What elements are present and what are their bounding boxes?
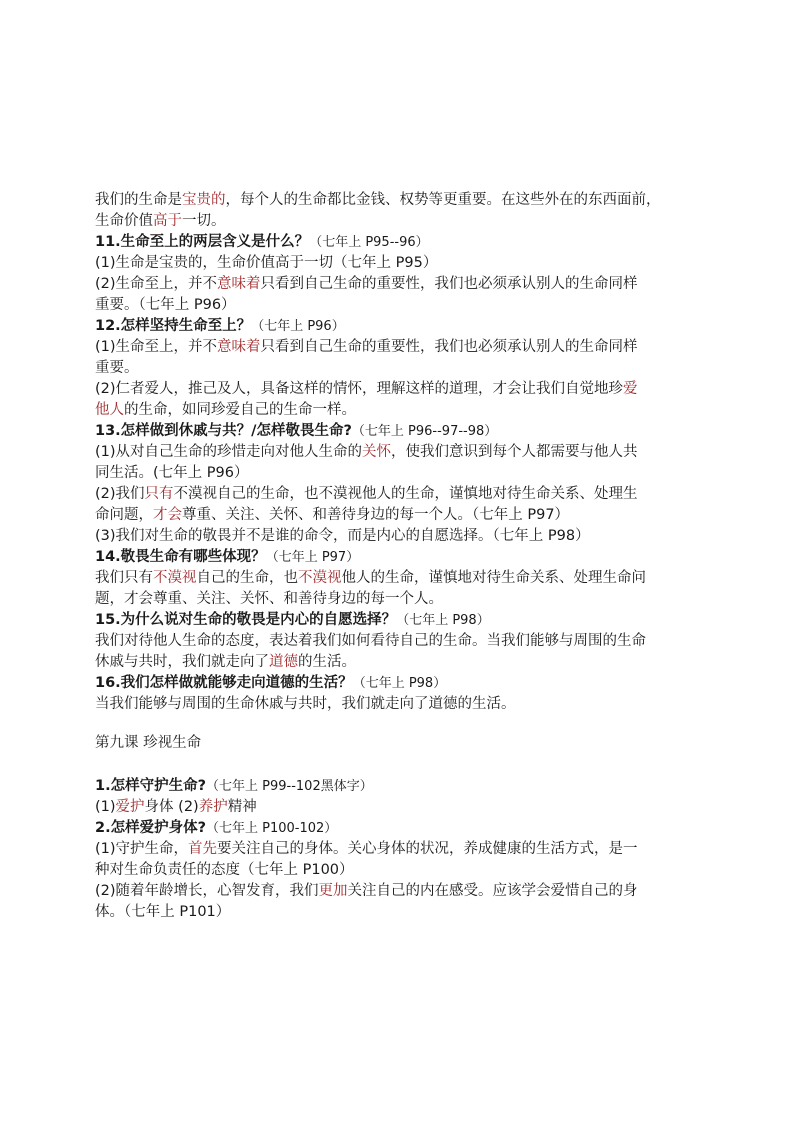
page-reference: （七年上 P98） <box>396 613 490 628</box>
text-run: (2)生命至上，并不 <box>95 276 218 292</box>
text-run: 我们的生命是 <box>95 192 182 208</box>
text-run: 13.怎样做到休戚与共？/怎样敬畏生命? <box>95 423 352 439</box>
text-run: 自己的生命，也 <box>196 570 298 586</box>
text-line <box>95 442 725 463</box>
page-reference: （七年上 P96--97--98） <box>351 424 498 439</box>
highlight-text: 道德 <box>269 654 298 670</box>
text-line <box>95 839 725 860</box>
paragraph <box>95 694 725 715</box>
text-run: 身体 (2) <box>144 799 199 815</box>
highlight-text: 才会 <box>153 507 182 523</box>
text-run: 当我们能够与周围的生命休戚与共时，我们就走向了道德的生活。 <box>95 696 516 712</box>
paragraph <box>95 337 725 379</box>
highlight-text: 宝贵的 <box>182 192 226 208</box>
text-line <box>95 505 725 526</box>
text-run: 重要。（七年上 P96） <box>95 297 236 313</box>
text-line <box>95 295 725 316</box>
highlight-text: 爱 <box>623 381 638 397</box>
page-reference: （七年上 P99--102黑体字） <box>206 779 373 794</box>
text-run: 11.生命至上的两层含义是什么？ <box>95 234 310 250</box>
text-run: (2)仁者爱人，推己及人，具备这样的情怀，理解这样的道理，才会让我们自觉地珍 <box>95 381 624 397</box>
text-run: 尊重、关注、关怀、和善待身边的每一个人。（七年上 P97） <box>182 507 570 523</box>
text-run: 的生命，如同珍爱自己的生命一样。 <box>124 402 356 418</box>
text-run: 要关注自己的身体。关心身体的状况，养成健康的生活方式，是一 <box>217 841 638 857</box>
text-run: 关注自己的内在感受。应该学会爱惜自己的身 <box>347 883 638 899</box>
text-line <box>95 568 725 589</box>
text-run: ，每个人的生命都比金钱、权势等更重要。在这些外在的东西面前， <box>225 192 661 208</box>
question-heading <box>95 232 725 253</box>
text-line <box>95 526 725 547</box>
text-run: 同生活。(七年上 P96） <box>95 465 249 481</box>
text-run: (1)生命是宝贵的，生命价值高于一切（七年上 P95） <box>95 255 438 271</box>
highlight-text: 只有 <box>144 486 174 502</box>
highlight-text: 更加 <box>318 883 348 899</box>
paragraph <box>95 442 725 484</box>
text-line <box>95 818 725 839</box>
text-run: 一切。 <box>182 213 226 229</box>
page-reference: （七年上 P97） <box>265 550 360 565</box>
text-run: 题，才会尊重、关注、关怀、和善待身边的每一个人。 <box>95 591 443 607</box>
question-heading <box>95 316 725 337</box>
question-heading <box>95 421 725 442</box>
text-run: 2.怎样爱护身体? <box>95 820 207 836</box>
text-run: 他人的生命，谨慎地对待生命关系、处理生命问 <box>341 570 646 586</box>
text-line <box>95 881 725 902</box>
text-line <box>95 337 725 358</box>
text-run: 休戚与共时，我们就走向了 <box>95 654 269 670</box>
spacer <box>95 715 725 733</box>
text-run: 的生活。 <box>298 654 356 670</box>
highlight-text: 首先 <box>188 841 218 857</box>
highlight-text: 意味着 <box>217 339 261 355</box>
question-heading <box>95 818 725 839</box>
text-run: (1)守护生命， <box>95 841 189 857</box>
text-run: 15.为什么说对生命的敬畏是内心的自愿选择？ <box>95 612 397 628</box>
text-run: (3)我们对生命的敬畏并不是谁的命令，而是内心的自愿选择。（七年上 P98） <box>95 528 590 544</box>
text-line <box>95 379 725 400</box>
chapter-title <box>95 733 725 754</box>
paragraph <box>95 526 725 547</box>
paragraph <box>95 274 725 316</box>
question-heading <box>95 776 725 797</box>
text-line <box>95 421 725 442</box>
text-run: (2)我们 <box>95 486 145 502</box>
text-run: 命问题， <box>95 507 153 523</box>
highlight-text: 意味着 <box>217 276 261 292</box>
text-line <box>95 274 725 295</box>
highlight-text: 他人 <box>95 402 124 418</box>
highlight-text: 关怀 <box>362 444 392 460</box>
text-run: 16.我们怎样做就能够走向道德的生活？ <box>95 675 353 691</box>
text-line <box>95 253 725 274</box>
text-line <box>95 673 725 694</box>
highlight-text: 养护 <box>198 799 228 815</box>
spacer <box>95 754 725 776</box>
page-reference: （七年上 P96） <box>251 319 345 334</box>
text-run: (2)随着年龄增长，心智发育，我们 <box>95 883 319 899</box>
text-run: 精神 <box>227 799 257 815</box>
text-line <box>95 232 725 253</box>
text-run: ，使我们意识到每个人都需要与他人共 <box>391 444 638 460</box>
text-line <box>95 547 725 568</box>
text-line <box>95 631 725 652</box>
text-line <box>95 733 725 754</box>
text-line <box>95 652 725 673</box>
highlight-text: 爱护 <box>115 799 145 815</box>
text-run: (1) <box>95 799 116 815</box>
text-run: 只看到自己生命的重要性，我们也必须承认别人的生命同样 <box>260 339 638 355</box>
text-run: 只看到自己生命的重要性，我们也必须承认别人的生命同样 <box>260 276 638 292</box>
highlight-text: 不漠视 <box>153 570 197 586</box>
text-run: 重要。 <box>95 360 139 376</box>
text-run: 我们对待他人生命的态度，表达着我们如何看待自己的生命。当我们能够与周围的生命 <box>95 633 646 649</box>
paragraph <box>95 379 725 421</box>
highlight-text: 高于 <box>153 213 182 229</box>
text-line <box>95 316 725 337</box>
question-heading <box>95 610 725 631</box>
text-run: 第九课 珍视生命 <box>95 735 202 751</box>
text-line <box>95 484 725 505</box>
text-line <box>95 902 725 923</box>
text-line <box>95 211 725 232</box>
page-reference: （七年上 P98） <box>352 676 447 691</box>
text-line <box>95 400 725 421</box>
page-reference: （七年上 P100-102） <box>206 821 338 836</box>
paragraph <box>95 484 725 526</box>
text-line <box>95 776 725 797</box>
paragraph <box>95 839 725 881</box>
text-line <box>95 589 725 610</box>
paragraph <box>95 797 725 818</box>
text-run: 1.怎样守护生命? <box>95 778 207 794</box>
text-run: (1)从对自己生命的珍惜走向对他人生命的 <box>95 444 363 460</box>
document-body <box>95 190 725 923</box>
text-line <box>95 358 725 379</box>
text-line <box>95 463 725 484</box>
text-run: 不漠视自己的生命，也不漠视他人的生命，谨慎地对待生命关系、处理生 <box>173 486 638 502</box>
text-run: 我们只有 <box>95 570 153 586</box>
question-heading <box>95 547 725 568</box>
paragraph <box>95 631 725 673</box>
text-line <box>95 610 725 631</box>
text-run: (1)生命至上，并不 <box>95 339 218 355</box>
text-run: 生命价值 <box>95 213 153 229</box>
paragraph <box>95 568 725 610</box>
page-reference: （七年上 P95--96） <box>309 235 429 250</box>
highlight-text: 不漠视 <box>298 570 342 586</box>
paragraph <box>95 253 725 274</box>
text-line <box>95 797 725 818</box>
question-heading <box>95 673 725 694</box>
paragraph <box>95 190 725 232</box>
paragraph <box>95 881 725 923</box>
text-run: 14.敬畏生命有哪些体现？ <box>95 549 266 565</box>
text-run: 体。（七年上 P101） <box>95 904 231 920</box>
text-run: 种对生命负责任的态度（七年上 P100） <box>95 862 354 878</box>
text-line <box>95 860 725 881</box>
text-run: 12.怎样坚持生命至上？ <box>95 318 252 334</box>
text-line <box>95 694 725 715</box>
text-line <box>95 190 725 211</box>
